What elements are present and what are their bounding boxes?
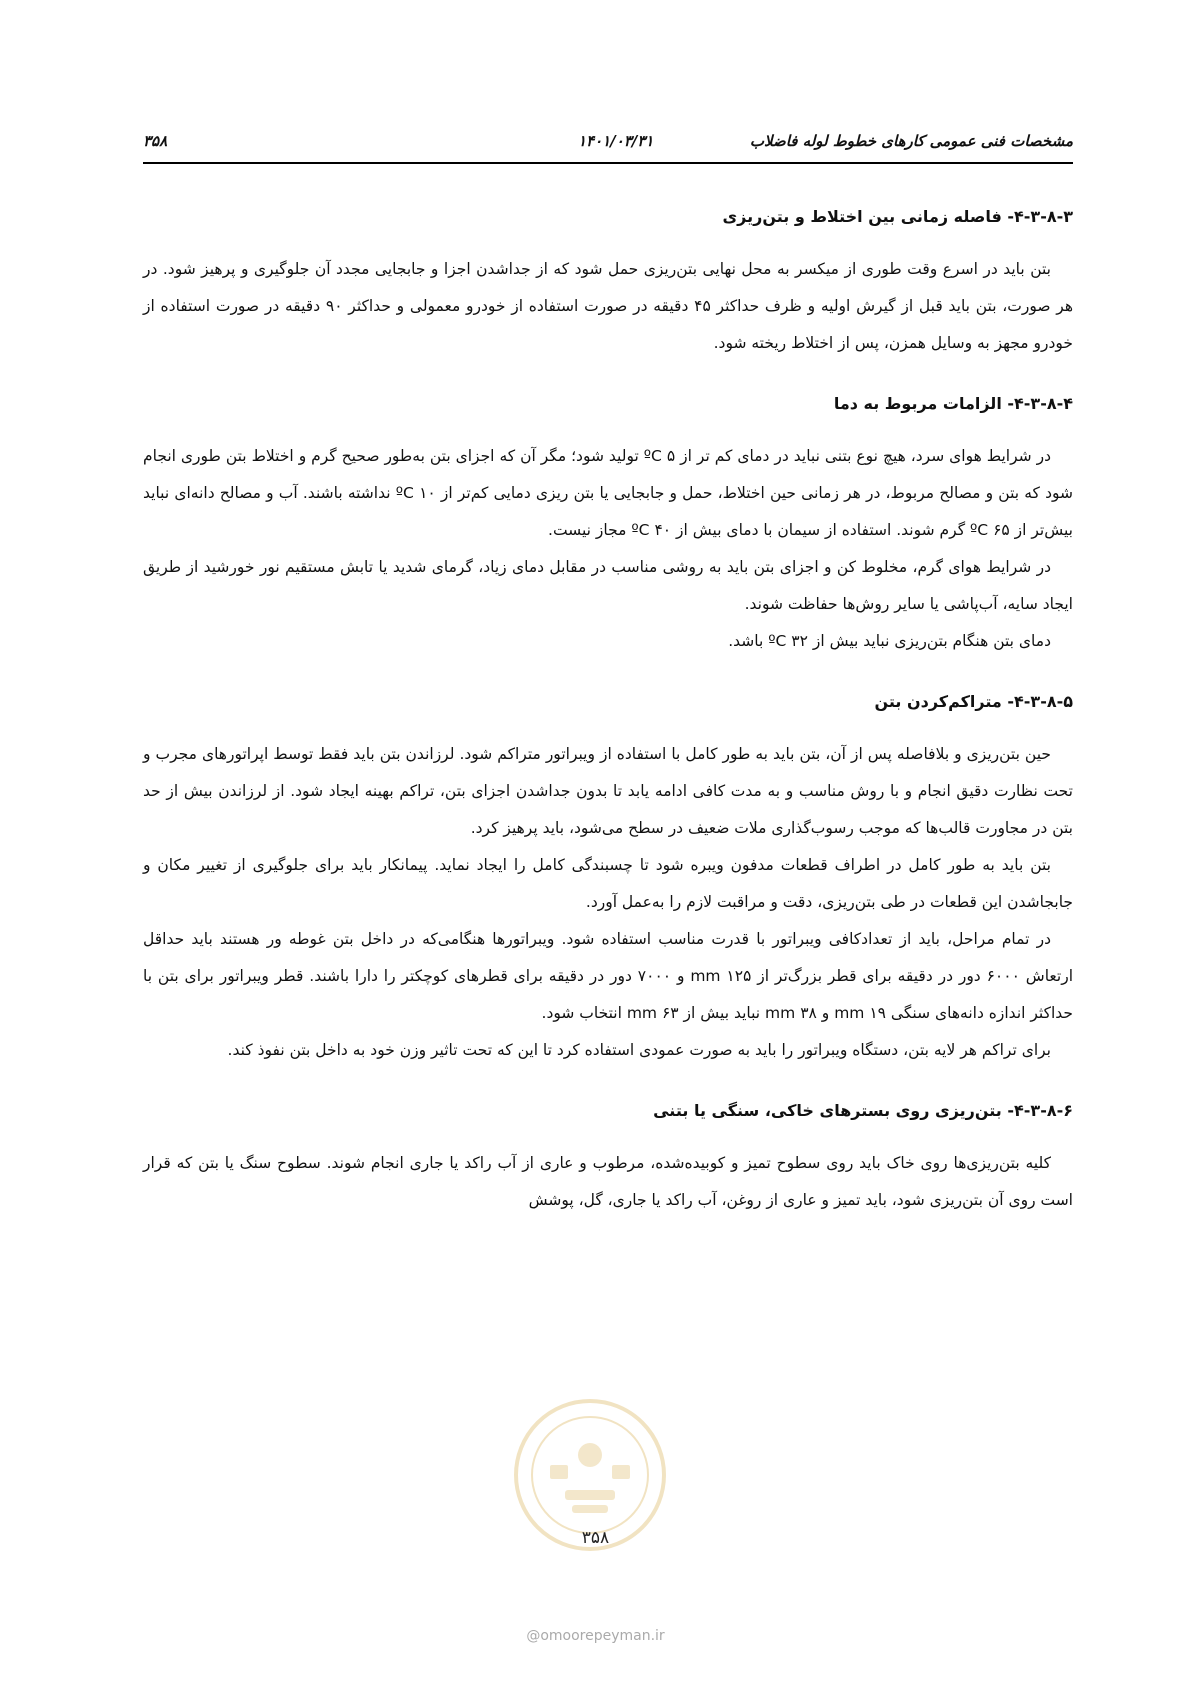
header-date: ۱۴۰۱/۰۳/۳۱ [578,132,654,150]
section-heading: ۴-۳-۸-۵- متراکم‌کردن بتن [874,692,1073,711]
paragraph: در تمام مراحل، باید از تعدادکافی ویبراتور با قدرت مناسب استفاده شود. ویبراتورها هنگامی‌که در داخل بتن غوطه ور هستند باید حداقل ارتعاش ۶۰۰۰ دور در دقیقه برای قطر بزرگ‌تر از ۱۲۵ mm و ۷۰۰۰ دور در دقیقه برای قطرهای کوچکتر را دارا باشند. قطر ویبراتور برای بتن با حداکثر اندازه دانه‌های سنگی ۱۹ mm و ۳۸ mm نباید بیش از ۶۳ mm انتخاب شود. [143,930,1073,1022]
paragraph: برای تراکم هر لایه بتن، دستگاه ویبراتور را باید به صورت عمودی استفاده کرد تا این که تحت تاثیر وزن خود به داخل بتن نفوذ کند. [227,1041,1051,1059]
section-heading: ۴-۳-۸-۶- بتن‌ریزی روی بسترهای خاکی، سنگی یا بتنی [653,1101,1073,1120]
page-header [143,128,1073,164]
section-temperature [143,392,1073,660]
section-heading: ۴-۳-۸-۳- فاصله زمانی بین اختلاط و بتن‌ریزی [722,207,1073,226]
section-heading: ۴-۳-۸-۴- الزامات مربوط به دما [833,394,1073,413]
paragraph: در شرایط هوای سرد، هیچ نوع بتنی نباید در دمای کم تر از ۵ ºC تولید شود؛ مگر آن که اجزای بتن به‌طور صحیح گرم و اختلاط بتن طوری انجام شود که بتن و مصالح مربوط، در هر زمانی حین اختلاط، حمل و جابجایی یا بتن ریزی دمایی کم‌تر از ۱۰ ºC نداشته باشند. آب و مصالح دانه‌ای نباید بیش‌تر از ۶۵ ºC گرم شوند. استفاده از سیمان با دمای بیش از ۴۰ ºC مجاز نیست. [143,447,1073,539]
paragraph: بتن باید به طور کامل در اطراف قطعات مدفون ویبره شود تا چسبندگی کامل را ایجاد نماید. پیمانکار باید برای جلوگیری از تغییر مکان و جابجاشدن این قطعات در طی بتن‌ریزی، دقت و مراقبت لازم را به‌عمل آورد. [143,856,1073,911]
section-foundation-pouring [143,1099,1073,1219]
watermark-url: @omoorepeyman.ir [526,1628,665,1644]
paragraph: دمای بتن هنگام بتن‌ریزی نباید بیش از ۳۲ ºC باشد. [728,632,1051,650]
paragraph: بتن باید در اسرع وقت طوری از میکسر به محل نهایی بتن‌ریزی حمل شود که از جداشدن اجزا و جابجایی مجدد آن جلوگیری و پرهیز شود. در هر صورت، بتن باید قبل از گیرش اولیه و ظرف حداکثر ۴۵ دقیقه در صورت استفاده از خودرو معمولی و حداکثر ۹۰ دقیقه در صورت استفاده از خودرو مجهز به وسایل همزن، پس از اختلاط ریخته شود. [143,260,1073,352]
footer-page-number: ۳۵۸ [581,1528,610,1548]
header-page-number: ۳۵۸ [143,132,168,150]
paragraph: کلیه بتن‌ریزی‌ها روی خاک باید روی سطوح تمیز و کوبیده‌شده، مرطوب و عاری از آب راکد یا جاری انجام شوند. سطوح سنگ یا بتن که قرار است روی آن بتن‌ریزی شود، باید تمیز و عاری از روغن، آب راکد یا جاری، گل، پوشش [143,1154,1073,1209]
section-compaction [143,690,1073,1069]
section-mixing-time [143,205,1073,362]
paragraph: حین بتن‌ریزی و بلافاصله پس از آن، بتن باید به طور کامل با استفاده از ویبراتور متراکم شود. لرزاندن بتن باید فقط توسط اپراتورهای مجرب و تحت نظارت دقیق انجام و با روش مناسب و به مدت کافی ادامه یابد تا بدون جداشدن اجزای بتن، تراکم بهینه ایجاد شود. از لرزاندن بیش از حد بتن در مجاورت قالب‌ها که موجب رسوب‌گذاری ملات ضعیف در سطح می‌شود، باید پرهیز کرد. [143,745,1073,837]
page-body [143,205,1073,1249]
paragraph: در شرایط هوای گرم، مخلوط کن و اجزای بتن باید به روشی مناسب در مقابل دمای زیاد، گرمای شدید یا تابش مستقیم نور خورشید از طریق ایجاد سایه، آب‌پاشی یا سایر روش‌ها حفاظت شوند. [143,558,1073,613]
header-title: مشخصات فنی عمومی کارهای خطوط لوله فاضلاب [749,132,1073,150]
